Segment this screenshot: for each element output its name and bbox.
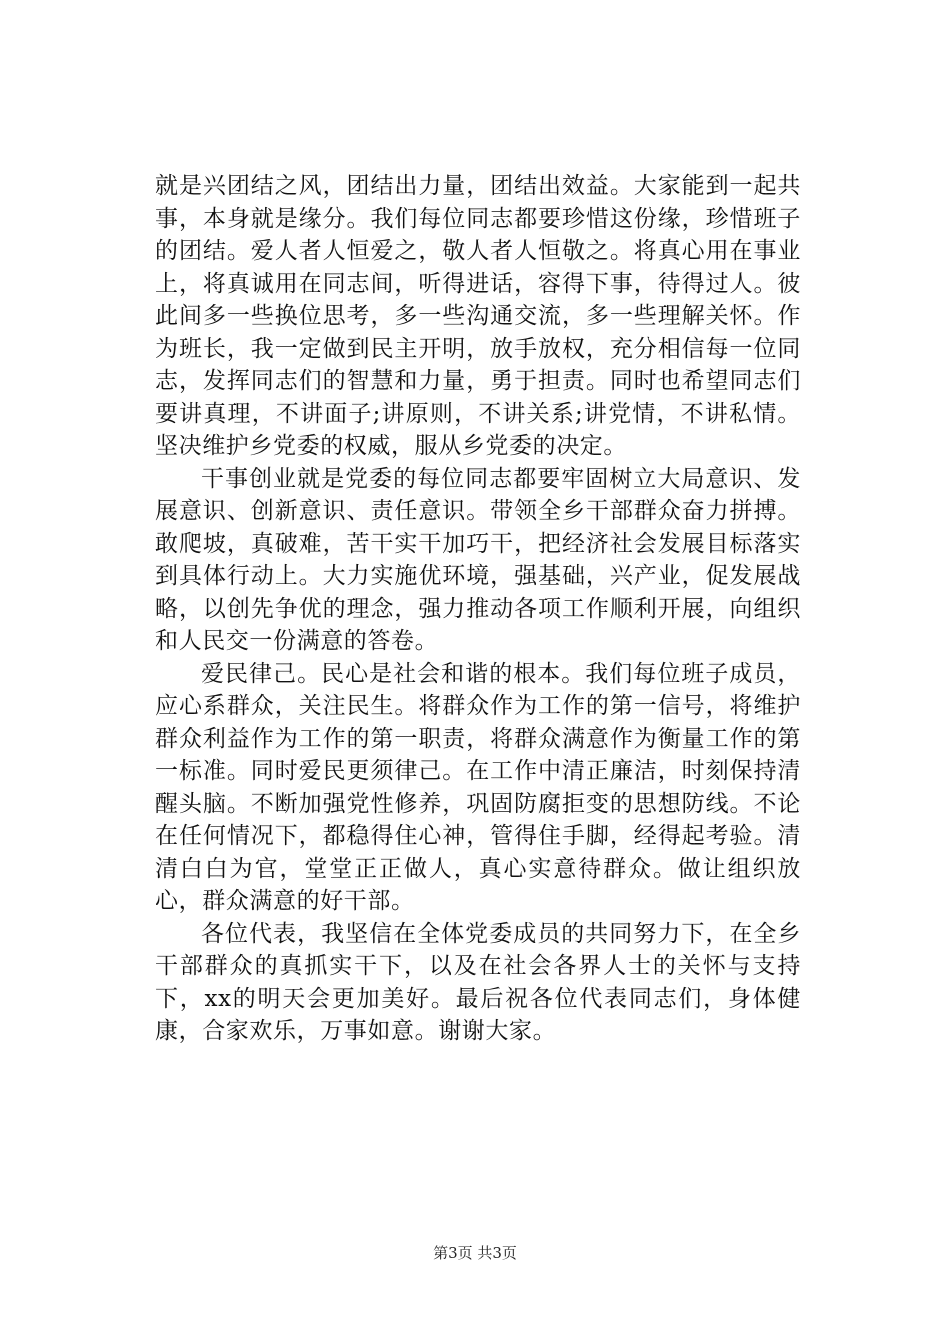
- paragraph-continuation: 就是兴团结之风，团结出力量，团结出效益。大家能到一起共事，本身就是缘分。我们每位同志都要珍惜这份缘，珍惜班子的团结。爱人者人恒爱之，敬人者人恒敬之。将真心用在事业上，将真诚用在同志间，听得进话，容得下事，待得过人。彼此间多一些换位思考，多一些沟通交流，多一些理解关怀。作为班长，我一定做到民主开明，放手放权，充分相信每一位同志，发挥同志们的智慧和力量，勇于担责。同时也希望同志们要讲真理，不讲面子;讲原则，不讲关系;讲党情，不讲私情。坚决维护乡党委的权威，服从乡党委的决定。: [155, 173, 801, 459]
- paragraph-career: 干事创业就是党委的每位同志都要牢固树立大局意识、发展意识、创新意识、责任意识。带领全乡干部群众奋力拼搏。敢爬坡，真破难，苦干实干加巧干，把经济社会发展目标落实到具体行动上。大力实施优环境，强基础，兴产业，促发展战略，以创先争优的理念，强力推动各项工作顺利开展，向组织和人民交一份满意的答卷。: [155, 465, 801, 654]
- document-body: [155, 170, 801, 1048]
- page-number-footer: 第3页 共3页: [433, 1244, 517, 1262]
- paragraph-love-people: 爱民律己。民心是社会和谐的根本。我们每位班子成员，应心系群众，关注民生。将群众作为工作的第一信号，将维护群众利益作为工作的第一职责，将群众满意作为衡量工作的第一标准。同时爱民更须律己。在工作中清正廉洁，时刻保持清醒头脑。不断加强党性修养，巩固防腐拒变的思想防线。不论在任何情况下，都稳得住心神，管得住手脚，经得起考验。清清白白为官，堂堂正正做人，真心实意待群众。做让组织放心，群众满意的好干部。: [155, 660, 801, 914]
- paragraph-closing: 各位代表，我坚信在全体党委成员的共同努力下，在全乡干部群众的真抓实干下，以及在社会各界人士的关怀与支持下，xx的明天会更加美好。最后祝各位代表同志们，身体健康，合家欢乐，万事如意。谢谢大家。: [155, 920, 801, 1044]
